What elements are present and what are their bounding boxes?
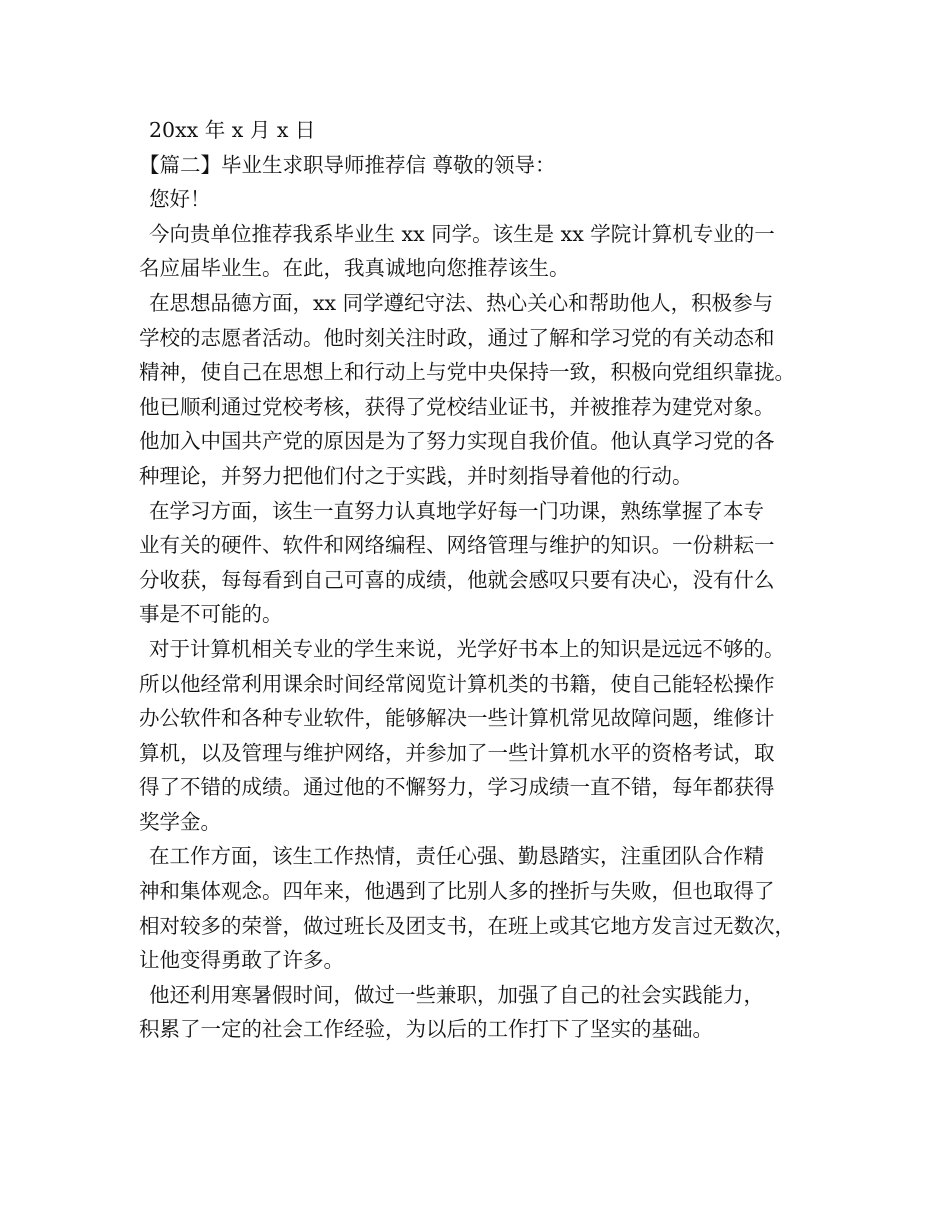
text-line: 得了不错的成绩。通过他的不懈努力，学习成绩一直不错，每年都获得 bbox=[139, 775, 775, 800]
text-line: 所以他经常利用课余时间经常阅览计算机类的书籍，使自己能轻松操作 bbox=[139, 671, 775, 696]
text-line: 学校的志愿者活动。他时刻关注时政，通过了解和学习党的有关动态和 bbox=[139, 325, 775, 350]
text-line: 对于计算机相关专业的学生来说，光学好书本上的知识是远远不够的。 bbox=[149, 636, 785, 661]
text-line: 算机，以及管理与维护网络，并参加了一些计算机水平的资格考试，取 bbox=[139, 740, 775, 765]
text-line: 在工作方面，该生工作热情，责任心强、勤恳踏实，注重团队合作精 bbox=[149, 844, 764, 869]
text-line: 20xx 年 x 月 x 日 bbox=[149, 118, 316, 142]
text-line: 精神，使自己在思想上和行动上与党中央保持一致，积极向党组织靠拢。 bbox=[139, 360, 795, 385]
text-line: 事是不可能的。 bbox=[139, 602, 283, 627]
text-line: 您好！ bbox=[149, 187, 211, 212]
text-line: 他已顺利通过党校考核，获得了党校结业证书，并被推荐为建党对象。 bbox=[139, 394, 775, 419]
text-line: 让他变得勇敢了许多。 bbox=[139, 948, 344, 973]
text-line: 神和集体观念。四年来，他遇到了比别人多的挫折与失败，但也取得了 bbox=[139, 879, 775, 904]
text-line: 名应届毕业生。在此，我真诚地向您推荐该生。 bbox=[139, 256, 570, 281]
text-line: 业有关的硬件、软件和网络编程、网络管理与维护的知识。一份耕耘一 bbox=[139, 533, 775, 558]
text-line: 他还利用寒暑假时间，做过一些兼职，加强了自己的社会实践能力， bbox=[149, 982, 764, 1007]
text-line: 今向贵单位推荐我系毕业生 xx 同学。该生是 xx 学院计算机专业的一 bbox=[149, 221, 775, 246]
text-line: 【篇二】毕业生求职导师推荐信 尊敬的领导： bbox=[139, 152, 556, 177]
text-line: 奖学金。 bbox=[139, 809, 221, 834]
text-line: 种理论，并努力把他们付之于实践，并时刻指导着他的行动。 bbox=[139, 463, 693, 488]
document-body bbox=[139, 113, 829, 1047]
text-line: 相对较多的荣誉，做过班长及团支书，在班上或其它地方发言过无数次， bbox=[139, 913, 795, 938]
text-line: 在学习方面，该生一直努力认真地学好每一门功课，熟练掌握了本专 bbox=[149, 498, 764, 523]
text-line: 积累了一定的社会工作经验，为以后的工作打下了坚实的基础。 bbox=[139, 1017, 713, 1042]
text-line: 分收获，每每看到自己可喜的成绩，他就会感叹只要有决心，没有什么 bbox=[139, 567, 775, 592]
text-line: 办公软件和各种专业软件，能够解决一些计算机常见故障问题，维修计 bbox=[139, 706, 775, 731]
text-line: 在思想品德方面，xx 同学遵纪守法、热心关心和帮助他人，积极参与 bbox=[149, 290, 774, 315]
text-line: 他加入中国共产党的原因是为了努力实现自我价值。他认真学习党的各 bbox=[139, 429, 775, 454]
